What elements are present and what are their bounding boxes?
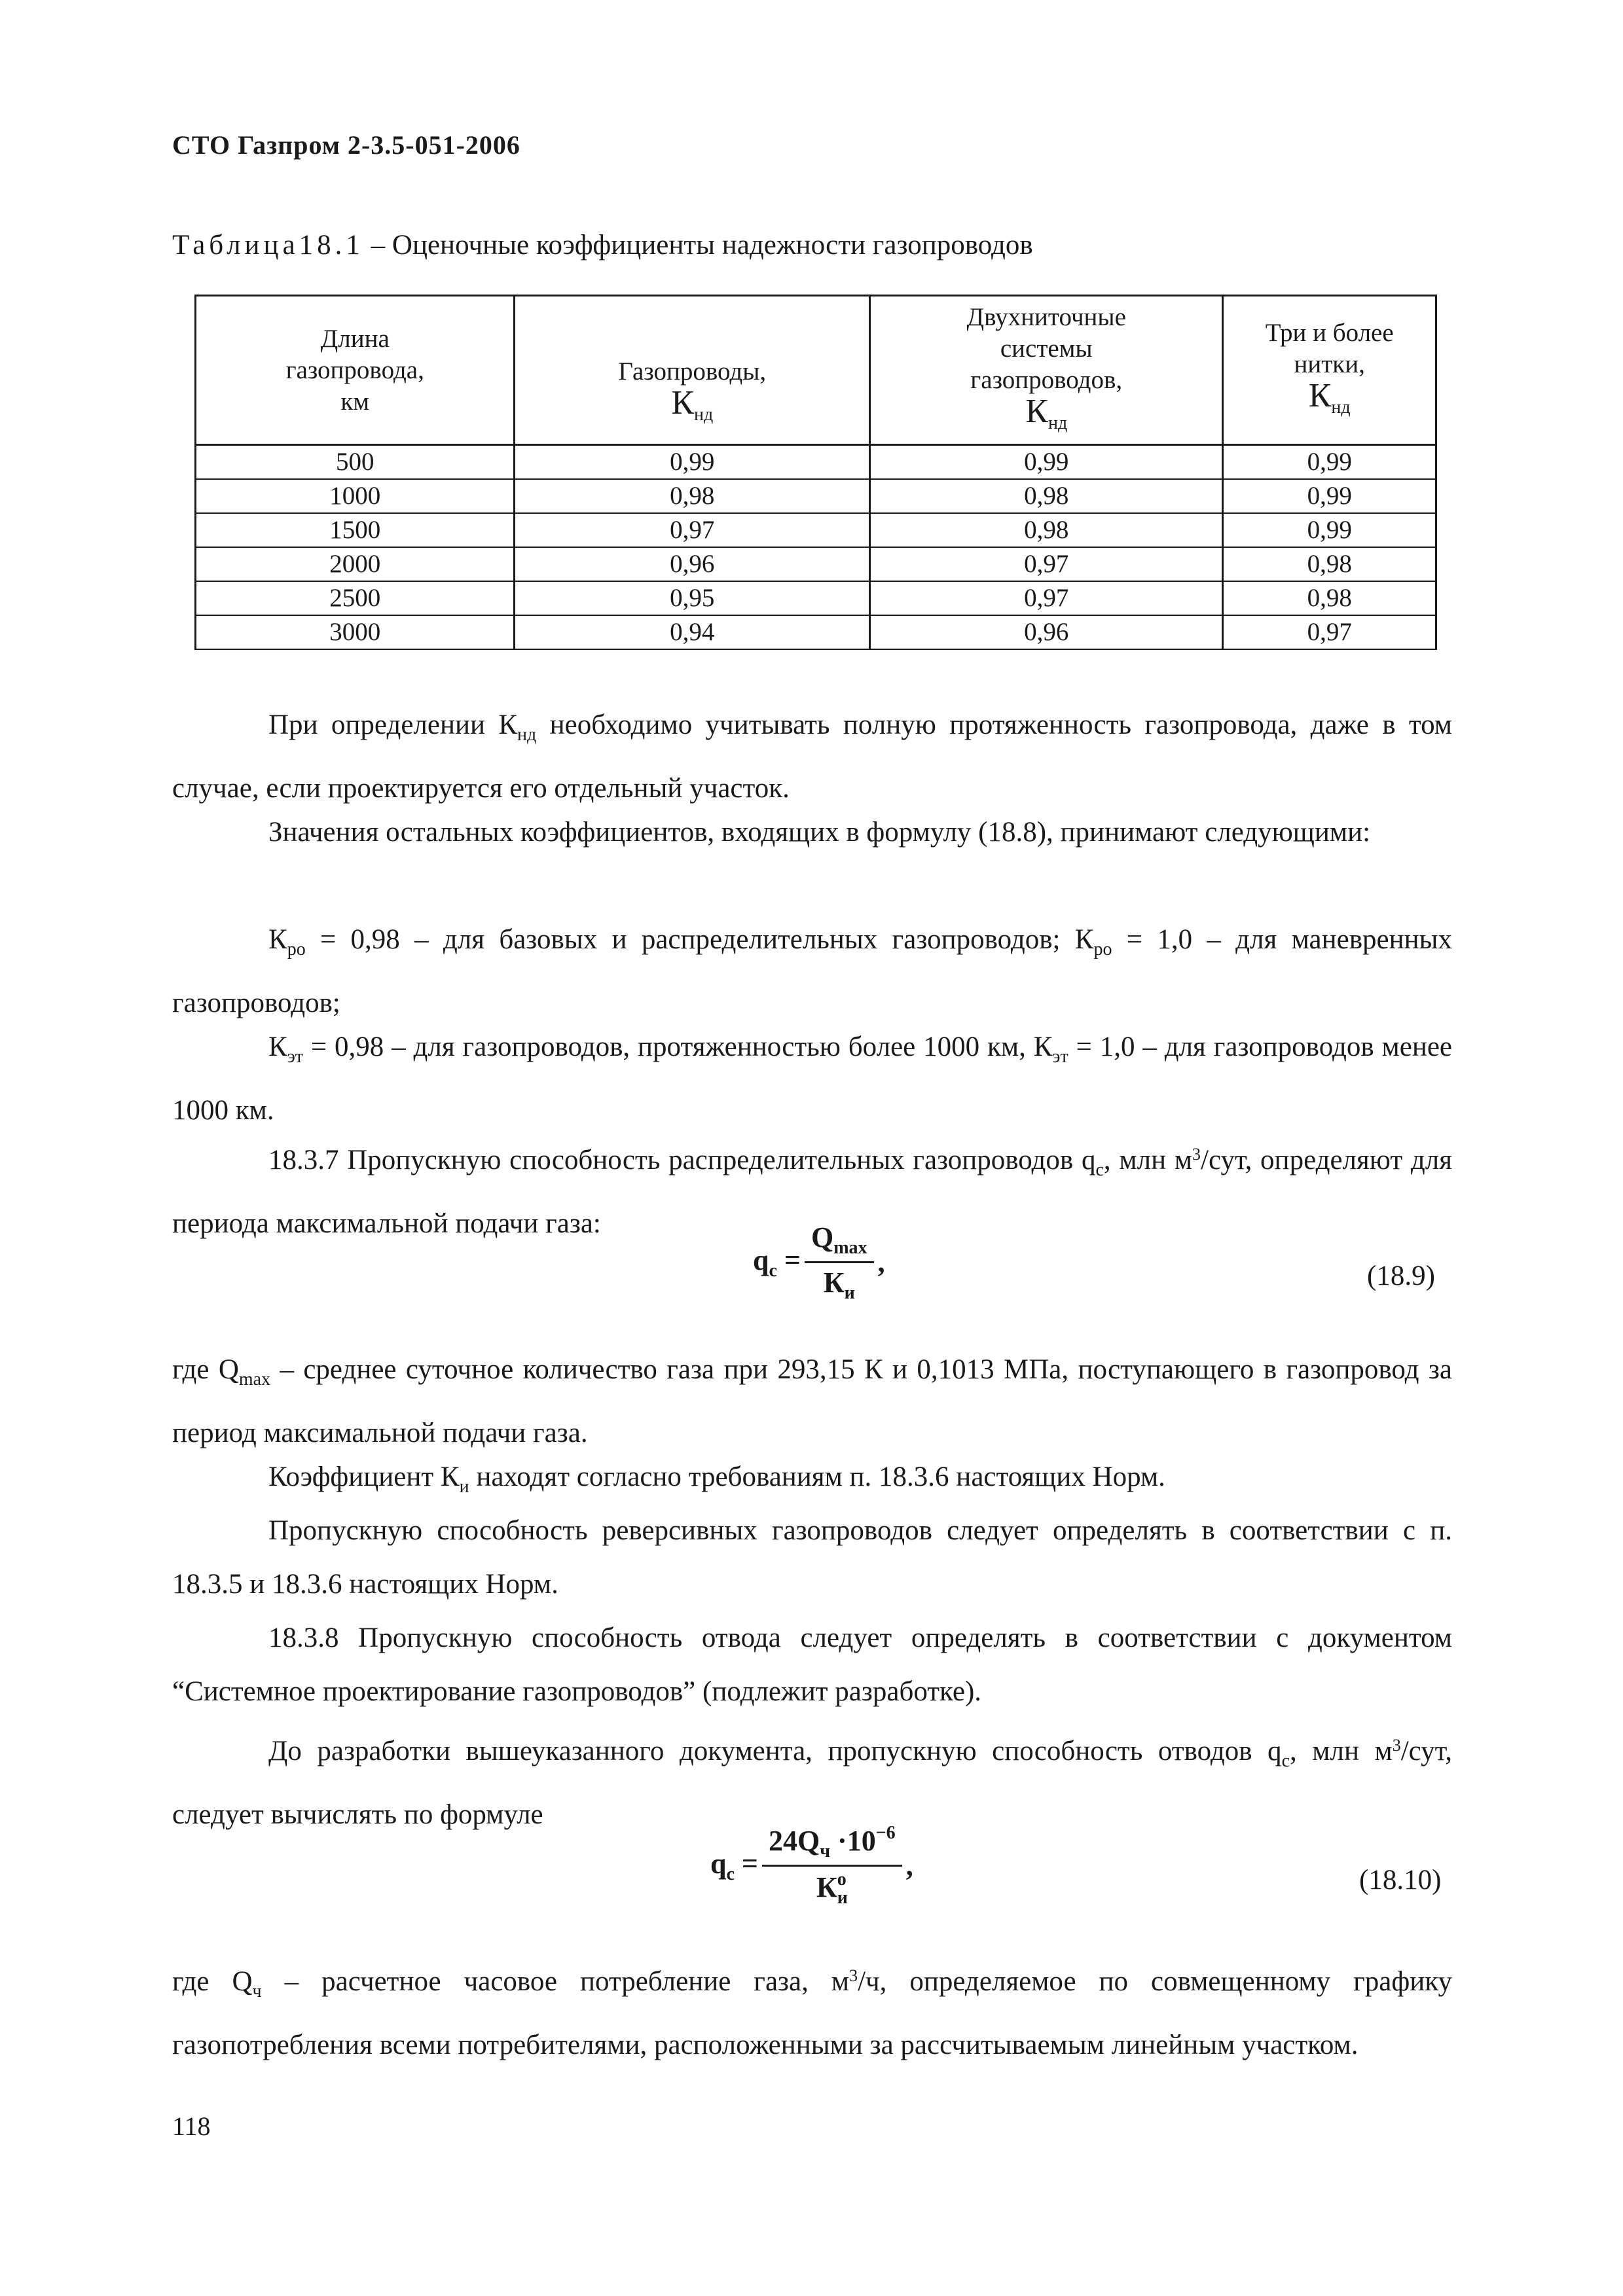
- header-single: [515, 296, 870, 445]
- formula-18-10: [710, 1823, 913, 1909]
- header-double-text: Двухниточные системы газопроводов,: [966, 302, 1126, 394]
- table-caption: [172, 229, 1033, 261]
- document-header: СТО Газпром 2-3.5-051-2006: [172, 130, 520, 160]
- header-double-k: $К_{нд}$: [1025, 392, 1068, 433]
- paragraph-other-coefficients: Значения остальных коэффициентов, входящих в формулу (18.8), принимают следующими:: [268, 817, 1371, 848]
- header-single-text: Газопроводы,: [618, 357, 767, 386]
- cell-single: 0,96: [515, 547, 870, 581]
- cell-multi: 0,98: [1223, 547, 1436, 581]
- cell-single: 0,99: [515, 445, 870, 480]
- equation-number-18-10: (18.10): [1359, 1865, 1442, 1895]
- cell-multi: 0,99: [1223, 513, 1436, 547]
- formula-18-9: [753, 1221, 885, 1304]
- table-row: [196, 445, 1436, 480]
- page-number: 118: [172, 2111, 211, 2141]
- formula-18-10-lhs: $q_c$ =: [710, 1847, 758, 1884]
- paragraph-branch-capacity: До разработки вышеуказанного документа, пропускную способность отводов $q_c$, млн $м^3$/сут, следует вычислять по формуле: [172, 1736, 1452, 1830]
- formula-18-10-tail: ,: [905, 1850, 913, 1882]
- cell-multi: 0,97: [1223, 615, 1436, 649]
- table-caption-text: – Оценочные коэффициенты надежности газопроводов: [363, 230, 1033, 260]
- table-header-row: [196, 296, 1436, 445]
- paragraph-kro: $К_{ро} = 0,98$ – для базовых и распределительных газопроводов; $К_{ро} = 1,0$ – для маневренных газопроводов;: [172, 924, 1452, 1018]
- cell-double: 0,97: [870, 581, 1223, 615]
- formula-18-10-fraction: [762, 1823, 902, 1909]
- header-single-k: $К_{нд}$: [671, 384, 714, 425]
- cell-length: 3000: [196, 615, 515, 649]
- cell-single: 0,98: [515, 479, 870, 513]
- cell-multi: 0,98: [1223, 581, 1436, 615]
- paragraph-qmax-definition: где $Q_{max}$ – среднее суточное количество газа при 293,15 К и 0,1013 МПа, поступающего в газопровод за период максимальной подачи газа.: [172, 1354, 1452, 1448]
- cell-length: 500: [196, 445, 515, 480]
- cell-length: 1000: [196, 479, 515, 513]
- header-multi-k: $К_{нд}$: [1308, 376, 1351, 418]
- formula-18-10-numerator: $24Q_ч \cdot 10^{-6}$: [762, 1823, 902, 1867]
- cell-single: 0,95: [515, 581, 870, 615]
- cell-length: 2000: [196, 547, 515, 581]
- cell-double: 0,98: [870, 513, 1223, 547]
- formula-18-9-tail: ,: [877, 1246, 885, 1278]
- header-multi: [1223, 296, 1436, 445]
- cell-length: 2500: [196, 581, 515, 615]
- equation-number-18-9: (18.9): [1367, 1261, 1435, 1291]
- paragraph-ki: Коэффициент $К_и$ находят согласно требованиям п. 18.3.6 настоящих Норм.: [268, 1462, 1165, 1497]
- cell-single: 0,97: [515, 513, 870, 547]
- paragraph-18-3-8: 18.3.8 Пропускную способность отвода следует определять в соответствии с документом “Системное проектирование газопроводов” (подлежит разработке).: [172, 1623, 1452, 1707]
- header-multi-text: Три и более нитки,: [1265, 318, 1394, 378]
- cell-double: 0,98: [870, 479, 1223, 513]
- cell-single: 0,94: [515, 615, 870, 649]
- paragraph-reverse: Пропускную способность реверсивных газопроводов следует определять в соответствии с п. 18.3.5 и 18.3.6 настоящих Норм.: [172, 1515, 1452, 1600]
- formula-18-9-numerator: $Q_{max}$: [805, 1221, 874, 1263]
- table-row: [196, 479, 1436, 513]
- table-row: [196, 615, 1436, 649]
- header-double: [870, 296, 1223, 445]
- table-row: [196, 581, 1436, 615]
- table-row: [196, 513, 1436, 547]
- reliability-table: [194, 295, 1437, 650]
- paragraph-18-3-7: 18.3.7 Пропускную способность распределительных газопроводов $q_c$, млн $м^3$/сут, определяют для периода максимальной подачи газа:: [172, 1145, 1452, 1239]
- formula-18-9-denominator: $К_и$: [823, 1266, 855, 1303]
- table-caption-label: Таблица18.1: [172, 230, 364, 260]
- header-length-text: Длина газопровода, км: [285, 324, 424, 416]
- cell-length: 1500: [196, 513, 515, 547]
- cell-multi: 0,99: [1223, 445, 1436, 480]
- paragraph-knd: При определении $К_{нд}$ необходимо учитывать полную протяженность газопровода, даже в том случае, если проектируется его отдельный участок.: [172, 709, 1452, 804]
- formula-18-9-fraction: [805, 1221, 874, 1304]
- header-length: [196, 296, 515, 445]
- table-row: [196, 547, 1436, 581]
- cell-multi: 0,99: [1223, 479, 1436, 513]
- cell-double: 0,99: [870, 445, 1223, 480]
- formula-18-10-denominator: $К^о_и$: [816, 1869, 848, 1908]
- paragraph-qch-definition: где $Q_ч$ – расчетное часовое потребление газа, $м^3/ч$, определяемое по совмещенному графику газопотребления всеми потребителями, расположенными за рассчитываемым линейным участком.: [172, 1966, 1453, 2060]
- cell-double: 0,96: [870, 615, 1223, 649]
- formula-18-9-lhs: $q_c$ =: [753, 1244, 801, 1281]
- paragraph-ket: $К_{эт} = 0,98$ – для газопроводов, протяженностью более 1000 км, $К_{эт} = 1,0$ – для газопроводов менее 1000 км.: [172, 1031, 1452, 1126]
- cell-double: 0,97: [870, 547, 1223, 581]
